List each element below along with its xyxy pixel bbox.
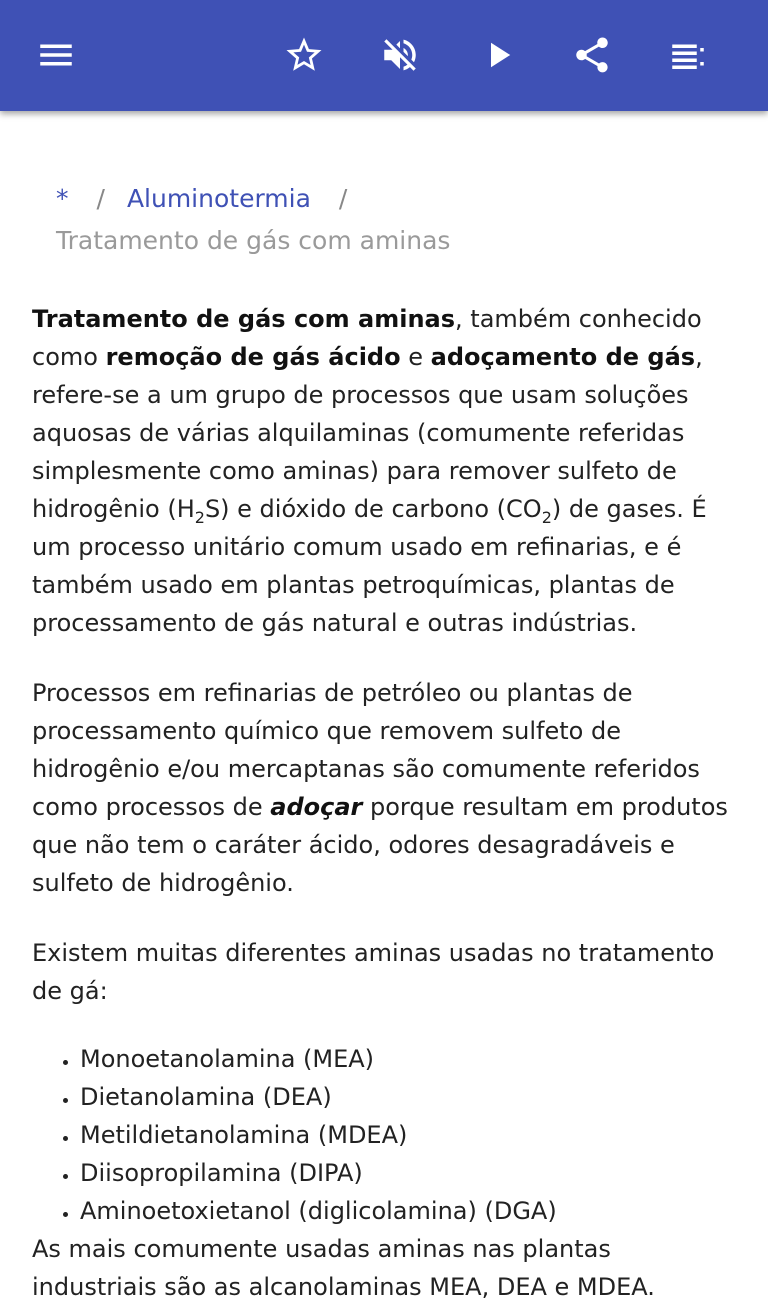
breadcrumb-root-link[interactable]: * xyxy=(56,184,69,213)
playlist-icon[interactable] xyxy=(660,27,716,83)
breadcrumb-separator: / xyxy=(96,184,105,213)
text-span: ) de gases. É um processo unitário comum usado em refinarias, e é também usado em plantas petroquímicas, plantas de processamento de gás natural e outras indústrias. xyxy=(32,495,707,637)
amines-intro-paragraph: Existem muitas diferentes aminas usadas no tratamento de gá: xyxy=(32,939,715,1005)
emphasized-term: adoçar xyxy=(270,793,363,821)
app-bar xyxy=(0,0,768,111)
sweetening-paragraph xyxy=(32,674,732,902)
breadcrumb-current: Tratamento de gás com aminas xyxy=(56,226,451,255)
play-icon[interactable] xyxy=(470,27,526,83)
breadcrumb xyxy=(56,178,732,262)
share-icon[interactable] xyxy=(564,27,620,83)
list-item: • Dietanolamina (DEA) xyxy=(80,1078,732,1116)
breadcrumb-parent-link[interactable]: Aluminotermia xyxy=(126,184,311,213)
article-term: adoçamento de gás xyxy=(430,343,696,371)
list-item: • Diisopropilamina (DIPA) xyxy=(80,1154,732,1192)
text-span: porque resultam em produtos que não tem o caráter ácido, odores desagradáveis e sulfeto de hidrogênio. xyxy=(32,793,728,897)
list-item: • Monoetanolamina (MEA) xyxy=(80,1040,732,1078)
list-item: • Metildietanolamina (MDEA) xyxy=(80,1116,732,1154)
text-span: S) e dióxido de carbono (CO xyxy=(204,495,542,523)
article-term: Tratamento de gás com aminas xyxy=(32,305,456,333)
subscript: 2 xyxy=(194,507,205,527)
list-item: • Aminoetoxietanol (diglicolamina) (DGA) xyxy=(80,1192,732,1230)
text-span: e xyxy=(400,343,431,371)
text-span: Processos em refinarias de petróleo ou plantas de processamento químico que removem sulfeto de hidrogênio e/ou mercaptanas são comumente referidos como processos de xyxy=(32,679,700,821)
closing-paragraph: As mais comumente usadas aminas nas plantas industriais são as alcanolaminas MEA, DEA e MDEA. xyxy=(32,1235,655,1301)
article-term: remoção de gás ácido xyxy=(105,343,401,371)
text-span: , também conhecido como xyxy=(32,305,702,371)
breadcrumb-separator: / xyxy=(338,184,348,213)
hamburger-menu-icon[interactable] xyxy=(28,27,84,83)
subscript: 2 xyxy=(541,507,552,527)
article-content xyxy=(32,160,732,1306)
text-span: , refere-se a um grupo de processos que usam soluções aquosas de várias alquilaminas (comumente referidas simplesmente como aminas) para remover sulfeto de hidrogênio (H xyxy=(32,343,703,523)
intro-paragraph xyxy=(32,300,732,642)
volume-off-icon[interactable] xyxy=(372,27,428,83)
star-outline-icon[interactable] xyxy=(276,27,332,83)
amines-list xyxy=(32,1040,732,1230)
